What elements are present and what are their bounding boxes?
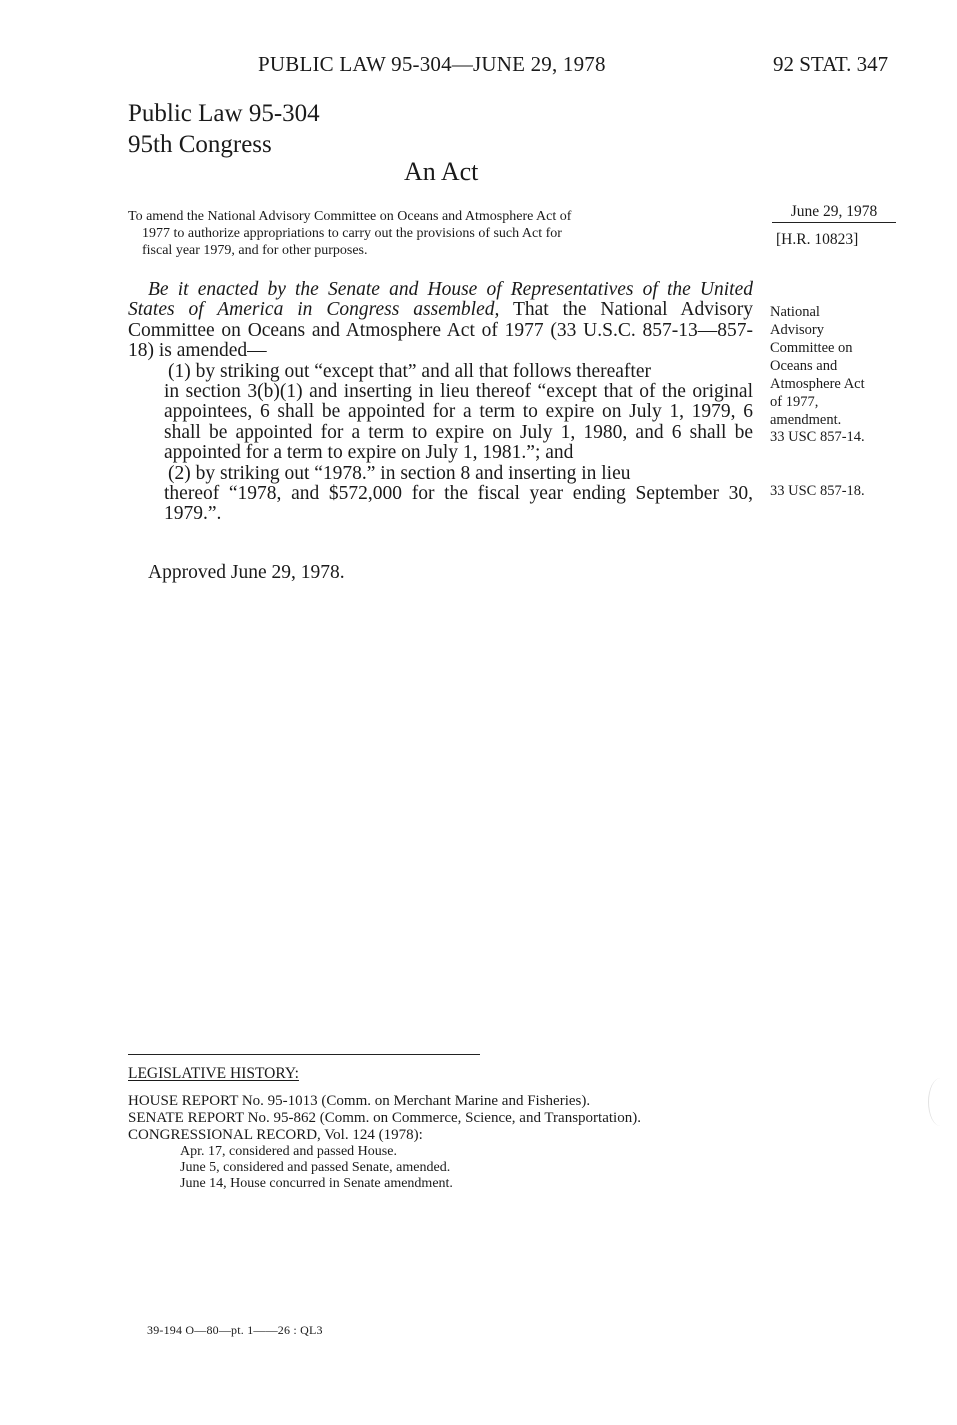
record-action: Apr. 17, considered and passed House.	[180, 1144, 397, 1159]
statute-page-reference: 92 STAT. 347	[773, 52, 889, 76]
purpose-line: 1977 to authorize appropriations to carry out the provisions of such Act for	[142, 226, 562, 241]
margin-topic-note	[770, 303, 900, 429]
legislative-history-heading: LEGISLATIVE HISTORY:	[128, 1065, 299, 1082]
scan-artifact	[928, 1078, 953, 1126]
purpose-line: fiscal year 1979, and for other purposes.	[142, 243, 368, 258]
running-head: PUBLIC LAW 95-304—JUNE 29, 1978	[258, 52, 606, 76]
margin-note-line: National	[770, 304, 820, 320]
amendment-text: thereof “1978, and $572,000 for the fiscal year ending September 30, 1979.”.	[164, 483, 753, 525]
margin-note-line: Atmosphere Act	[770, 376, 865, 392]
house-report: HOUSE REPORT No. 95-1013 (Comm. on Merchant Marine and Fisheries).	[128, 1093, 591, 1109]
enacting-text: That the National Advisory Committee on Oceans and Atmosphere Act of 1977 (33 U.S.C. 857-13—857-18) is amended—	[128, 299, 753, 362]
print-code: 39-194 O—80—pt. 1——26 : QL3	[147, 1323, 323, 1337]
margin-note-line: Oceans and	[770, 358, 838, 374]
usc-reference: 33 USC 857-14.	[770, 429, 865, 445]
record-action: June 14, House concurred in Senate amendment.	[180, 1176, 453, 1191]
amendment-text: (2) by striking out “1978.” in section 8 and inserting in lieu	[168, 462, 631, 484]
margin-note-line: of 1977,	[770, 394, 819, 410]
purpose-clause	[128, 208, 753, 259]
record-action: June 5, considered and passed Senate, amended.	[180, 1160, 451, 1175]
enactment-date: June 29, 1978	[772, 203, 896, 223]
congress-number: 95th Congress	[128, 131, 272, 158]
senate-report: SENATE REPORT No. 95-862 (Comm. on Commerce, Science, and Transportation).	[128, 1110, 641, 1126]
purpose-line: To amend the National Advisory Committee on Oceans and Atmosphere Act of	[128, 209, 572, 224]
amendment-text: in section 3(b)(1) and inserting in lieu thereof “except that of the original appointees, 6 shall be appointed for a term to expire on July 1, 1979, 6 shall be appointed for a term to expire on July 1, 1980, and 6 shall be appointed for a term to expire on July 1, 1981.”; and	[164, 381, 753, 464]
amendment-item-1	[128, 362, 753, 464]
enacting-paragraph	[128, 280, 753, 362]
congressional-record: CONGRESSIONAL RECORD, Vol. 124 (1978):	[128, 1127, 423, 1143]
divider	[128, 1054, 480, 1055]
bill-number: [H.R. 10823]	[776, 231, 859, 248]
act-title: An Act	[404, 157, 479, 186]
act-body	[128, 280, 753, 525]
usc-reference: 33 USC 857-18.	[770, 483, 865, 499]
margin-note-line: amendment.	[770, 412, 842, 428]
margin-note-line: Committee on	[770, 340, 853, 356]
public-law-number: Public Law 95-304	[128, 100, 320, 127]
margin-note-line: Advisory	[770, 322, 824, 338]
amendment-text: (1) by striking out “except that” and all that follows thereafter	[168, 360, 651, 382]
legislative-history-list	[128, 1093, 788, 1192]
amendment-item-2	[128, 464, 753, 525]
enacting-clause: Be it enacted by the Senate and House of Representatives of the United States of America in Congress assembled,	[128, 279, 753, 321]
approval-line: Approved June 29, 1978.	[148, 562, 345, 583]
